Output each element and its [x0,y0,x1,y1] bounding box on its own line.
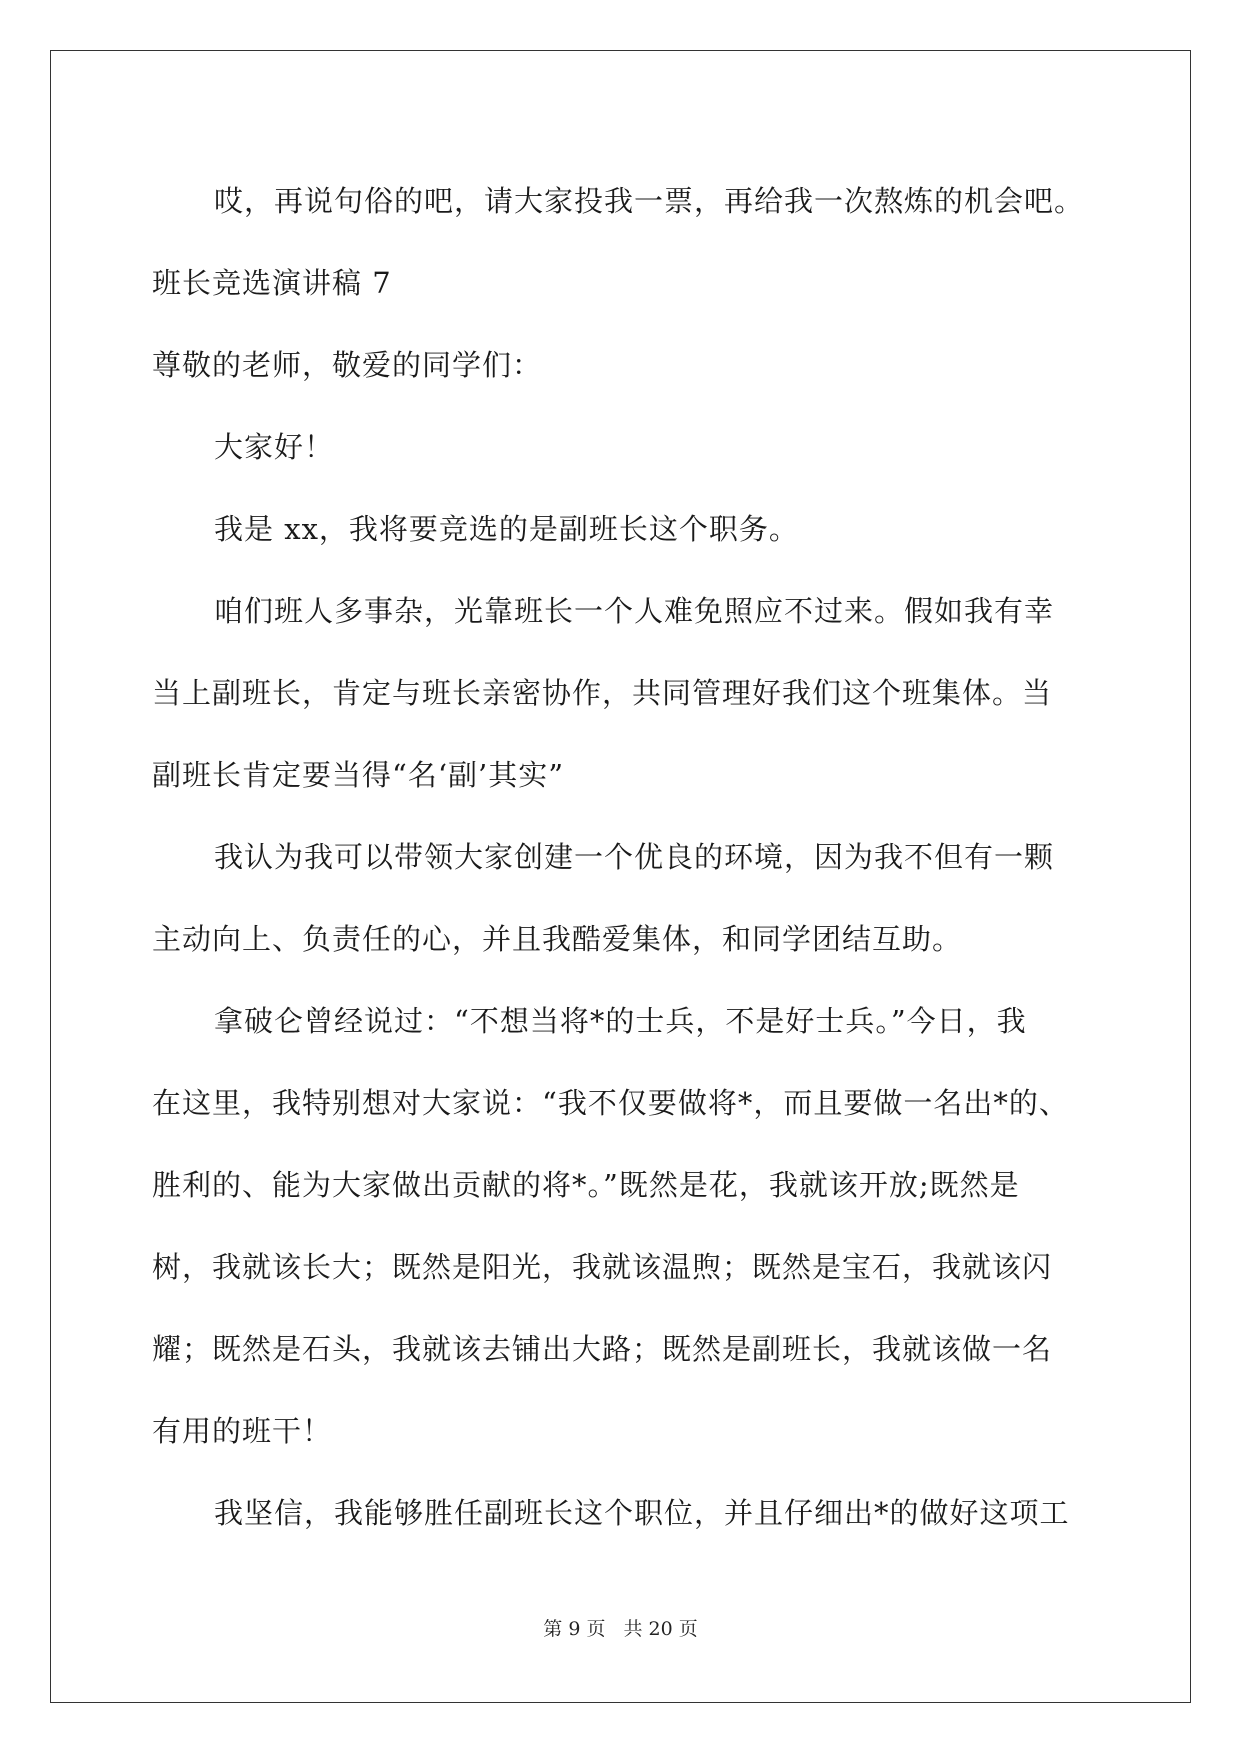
text-line: 大家好！ [214,430,335,464]
document-body [152,160,1092,1554]
text-line: 有用的班干！ [152,1414,333,1448]
text-line: 咱们班人多事杂，光靠班长一个人难免照应不过来。假如我有幸 [214,594,1055,628]
text-line: 树，我就该长大；既然是阳光，我就该温煦；既然是宝石，我就该闪 [152,1250,1053,1284]
text-line: 我是 xx，我将要竞选的是副班长这个职务。 [214,512,799,546]
text-line: 在这里，我特别想对大家说：“我不仅要做将*，而且要做一名出*的、 [152,1086,1069,1120]
text-line: 胜利的、能为大家做出贡献的将*。”既然是花，我就该开放;既然是 [152,1168,1020,1202]
text-line: 我坚信，我能够胜任副班长这个职位，并且仔细出*的做好这项工 [214,1496,1070,1530]
text-line: 班长竞选演讲稿 7 [152,266,392,300]
text-line: 哎，再说句俗的吧，请大家投我一票，再给我一次熬炼的机会吧。 [214,184,1085,218]
page-footer [0,1614,1241,1641]
text-line: 耀；既然是石头，我就该去铺出大路；既然是副班长，我就该做一名 [152,1332,1053,1366]
text-line: 副班长肯定要当得“名‘副’其实” [152,758,565,792]
text-line: 尊敬的老师，敬爱的同学们： [152,348,543,382]
page-total: 共 20 页 [623,1618,698,1640]
text-line: 我认为我可以带领大家创建一个优良的环境，因为我不但有一颗 [214,840,1055,874]
text-line: 拿破仑曾经说过：“不想当将*的士兵，不是好士兵。”今日，我 [214,1004,1027,1038]
text-line: 当上副班长，肯定与班长亲密协作，共同管理好我们这个班集体。当 [152,676,1053,710]
page-number: 第 9 页 [543,1618,606,1640]
text-line: 主动向上、负责任的心，并且我酷爱集体，和同学团结互助。 [152,922,963,956]
